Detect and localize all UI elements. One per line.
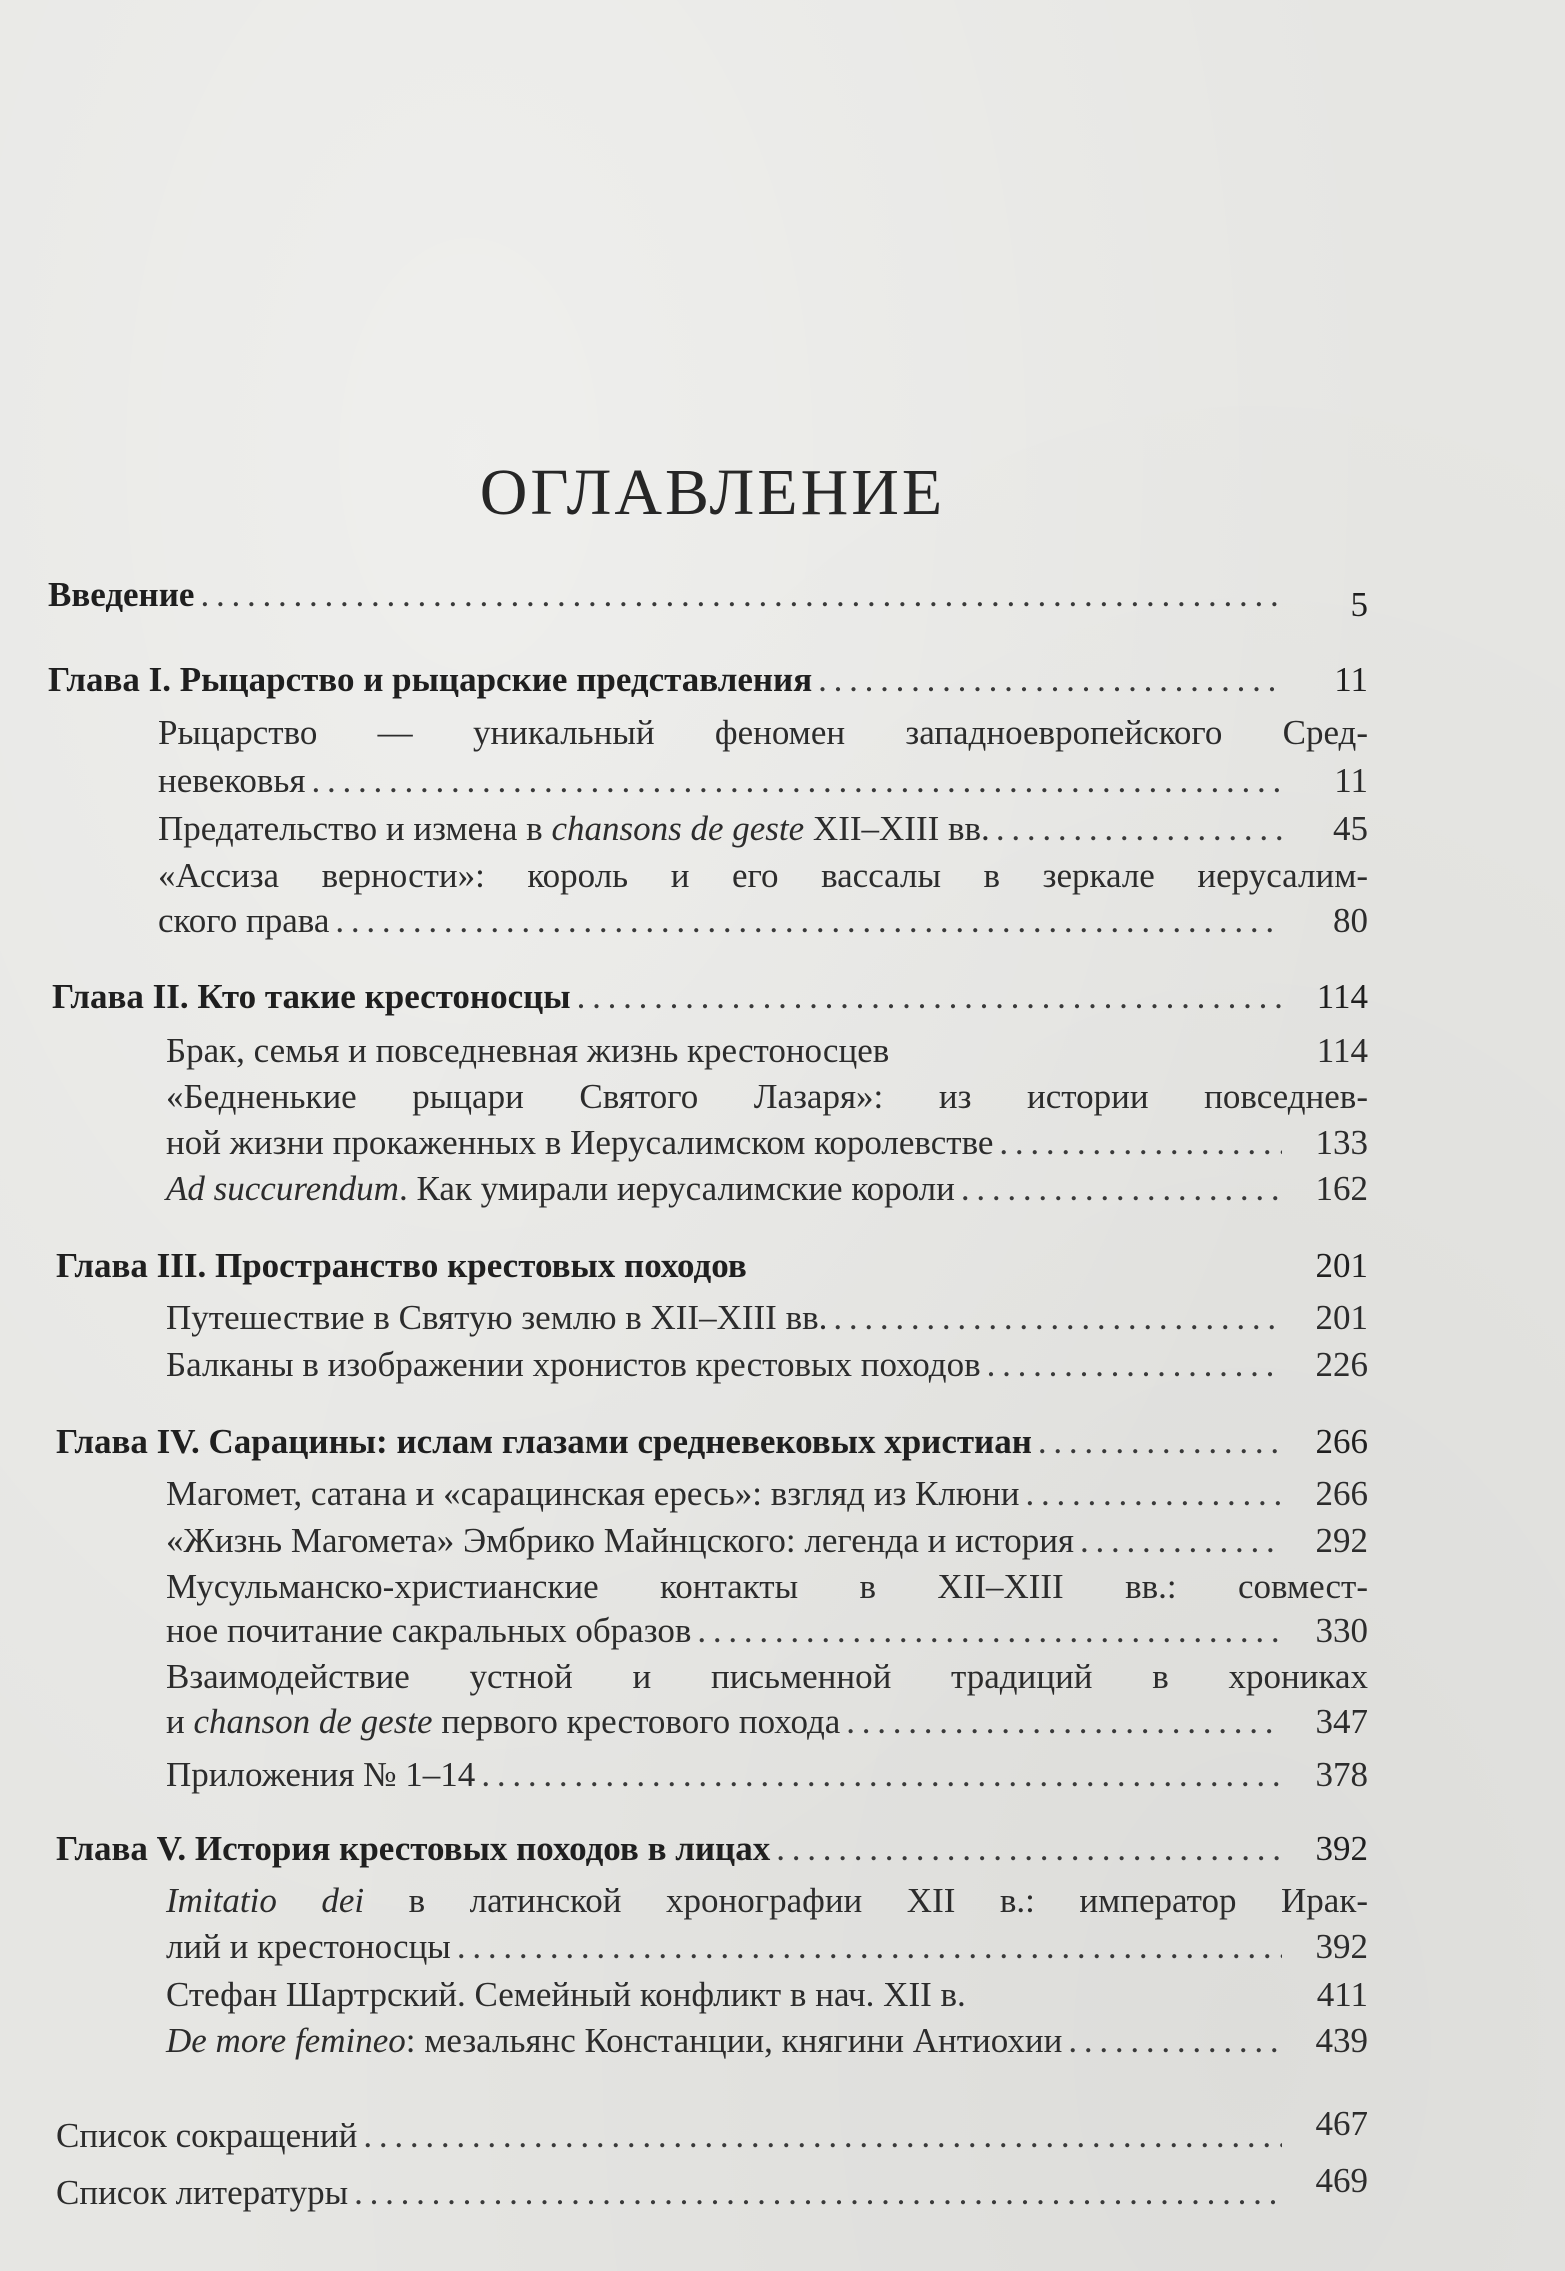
- entry-label: Введение: [48, 575, 195, 614]
- leader-dots: [457, 1924, 1282, 1970]
- entry-label-line2: ное почитание сакральных образов: [166, 1611, 692, 1650]
- entry-label-line2: и chanson de geste первого крестового похода: [166, 1702, 841, 1741]
- toc-entry-3-2[interactable]: [166, 1342, 1368, 1388]
- entry-label-line1: Взаимодействие устной и письменной традиций в хрониках: [166, 1657, 1368, 1696]
- leader-dots: [1038, 1419, 1282, 1465]
- toc-entry-intro[interactable]: [48, 572, 1368, 624]
- toc-entry-1-3-cont[interactable]: [158, 898, 1368, 944]
- toc-entry-4-1[interactable]: [166, 1471, 1368, 1517]
- entry-label: «Жизнь Магомета» Эмбрико Майнцского: легенда и история: [166, 1521, 1075, 1560]
- toc-entry-4-2[interactable]: [166, 1518, 1368, 1564]
- toc-entry-3-1[interactable]: [166, 1295, 1368, 1341]
- leader-dots: [481, 1752, 1282, 1798]
- toc-entry-1-2[interactable]: [158, 806, 1368, 852]
- page-number: 201: [1315, 1298, 1368, 1337]
- entry-label-line1: Imitatio dei в латинской хронографии XII в.: император Ирак-: [166, 1881, 1368, 1920]
- entry-label-line2: лий и крестоносцы: [166, 1927, 451, 1966]
- entry-label: Глава III. Пространство крестовых походов: [56, 1246, 747, 1285]
- page-number: 392: [1315, 1927, 1368, 1966]
- leader-dots: [311, 758, 1282, 804]
- entry-label-line2: ского права: [158, 901, 330, 940]
- leader-dots: [999, 1120, 1282, 1166]
- toc-entry-5-1[interactable]: [166, 1878, 1368, 1924]
- page-number: 439: [1315, 2021, 1368, 2060]
- entry-label: Стефан Шартрский. Семейный конфликт в нач. XII в.: [166, 1975, 966, 2014]
- page-number: 411: [1316, 1975, 1368, 2014]
- page-number: 11: [1334, 761, 1368, 800]
- toc-entry-5-1-cont[interactable]: [166, 1924, 1368, 1970]
- toc-entry-abbreviations[interactable]: [56, 2104, 1368, 2159]
- toc-chapter-4[interactable]: [56, 1419, 1368, 1465]
- entry-label-line1: «Ассиза верности»: король и его вассалы в зеркале иерусалим-: [158, 856, 1368, 895]
- entry-label: Глава I. Рыцарство и рыцарские представления: [48, 660, 813, 699]
- page-number: 378: [1315, 1755, 1368, 1794]
- entry-label: Балканы в изображении хронистов крестовых походов: [166, 1345, 981, 1384]
- entry-label: Приложения № 1–14: [166, 1755, 476, 1794]
- toc-entry-4-4[interactable]: [166, 1654, 1368, 1700]
- toc-chapter-2[interactable]: [52, 974, 1368, 1020]
- entry-label-line2: ной жизни прокаженных в Иерусалимском королевстве: [166, 1123, 994, 1162]
- entry-label: Список литературы: [56, 2173, 349, 2212]
- entry-label-line1: Рыцарство — уникальный феномен западноевропейского Сред-: [158, 713, 1368, 752]
- page-number: 266: [1315, 1422, 1368, 1461]
- leader-dots: [354, 2170, 1282, 2216]
- leader-dots: [697, 1608, 1282, 1654]
- toc-entry-1-1[interactable]: [158, 710, 1368, 756]
- entry-label: Путешествие в Святую землю в XII–XIII вв.: [166, 1298, 828, 1337]
- entry-label: Предательство и измена в chansons de geste XII–XIII вв.: [158, 809, 990, 848]
- page-number: 114: [1316, 977, 1368, 1016]
- entry-label-line1: Мусульманско-христианские контакты в XII–XIII вв.: совмест-: [166, 1567, 1368, 1606]
- page-number: 226: [1315, 1345, 1368, 1384]
- leader-dots: [200, 572, 1282, 618]
- toc-entry-literature[interactable]: [56, 2161, 1368, 2216]
- entry-label: Глава II. Кто такие крестоносцы: [52, 977, 571, 1016]
- page-number: 201: [1315, 1246, 1368, 1285]
- toc-entry-2-2[interactable]: [166, 1074, 1368, 1120]
- leader-dots: [1080, 1518, 1282, 1564]
- entry-label: Ad succurendum. Как умирали иерусалимские короли: [166, 1169, 955, 1208]
- page-number: 80: [1333, 901, 1368, 940]
- leader-dots: [961, 1166, 1282, 1212]
- toc-chapter-3[interactable]: [56, 1243, 1368, 1289]
- toc-entry-1-3[interactable]: [158, 853, 1368, 899]
- leader-dots: [846, 1699, 1282, 1745]
- leader-dots: [577, 974, 1282, 1020]
- page-number: 392: [1315, 1829, 1368, 1868]
- entry-label: Брак, семья и повседневная жизнь крестоносцев: [166, 1031, 890, 1070]
- leader-dots: [363, 2113, 1282, 2159]
- page-number: 114: [1316, 1031, 1368, 1070]
- page-number: 45: [1333, 809, 1368, 848]
- page-number: 469: [1315, 2161, 1368, 2200]
- toc-entry-1-1-cont[interactable]: [158, 758, 1368, 804]
- toc-entry-5-2[interactable]: [166, 1972, 1368, 2018]
- entry-label: De more femineo: мезальянс Констанции, княгини Антиохии: [166, 2021, 1063, 2060]
- page-number: 5: [1350, 585, 1368, 624]
- entry-label: Список сокращений: [56, 2116, 358, 2155]
- entry-label: Глава V. История крестовых походов в лицах: [56, 1829, 771, 1868]
- page-number: 292: [1315, 1521, 1368, 1560]
- toc-entry-4-3[interactable]: [166, 1564, 1368, 1610]
- leader-dots: [335, 898, 1282, 944]
- leader-dots: [818, 657, 1282, 703]
- page-number: 11: [1334, 660, 1368, 699]
- leader-dots: [996, 806, 1282, 852]
- page-title: ОГЛАВЛЕНИЕ: [479, 456, 946, 529]
- toc-chapter-1[interactable]: [48, 657, 1368, 703]
- page-number: 330: [1315, 1611, 1368, 1650]
- entry-label: Глава IV. Сарацины: ислам глазами средневековых христиан: [56, 1422, 1032, 1461]
- toc-entry-4-4-cont[interactable]: [166, 1699, 1368, 1745]
- leader-dots: [1025, 1471, 1282, 1517]
- toc-entry-2-3[interactable]: [166, 1166, 1368, 1212]
- toc-entry-4-3-cont[interactable]: [166, 1608, 1368, 1654]
- entry-label: Магомет, сатана и «сарацинская ересь»: взгляд из Клюни: [166, 1474, 1020, 1513]
- entry-label-line1: «Бедненькие рыцари Святого Лазаря»: из истории повседнев-: [166, 1077, 1368, 1116]
- toc-entry-2-2-cont[interactable]: [166, 1120, 1368, 1166]
- page-number: 133: [1315, 1123, 1368, 1162]
- page-number: 162: [1315, 1169, 1368, 1208]
- leader-dots: [1068, 2018, 1282, 2064]
- toc-chapter-5[interactable]: [56, 1826, 1368, 1872]
- toc-entry-2-1[interactable]: [166, 1028, 1368, 1074]
- entry-label-line2: невековья: [158, 761, 306, 800]
- page-number: 467: [1315, 2104, 1368, 2143]
- leader-dots: [987, 1342, 1282, 1388]
- page-number: 266: [1315, 1474, 1368, 1513]
- leader-dots: [833, 1295, 1282, 1341]
- page-number: 347: [1315, 1702, 1368, 1741]
- leader-dots: [776, 1826, 1282, 1872]
- toc-entry-4-5[interactable]: [166, 1752, 1368, 1798]
- toc-entry-5-3[interactable]: [166, 2018, 1368, 2064]
